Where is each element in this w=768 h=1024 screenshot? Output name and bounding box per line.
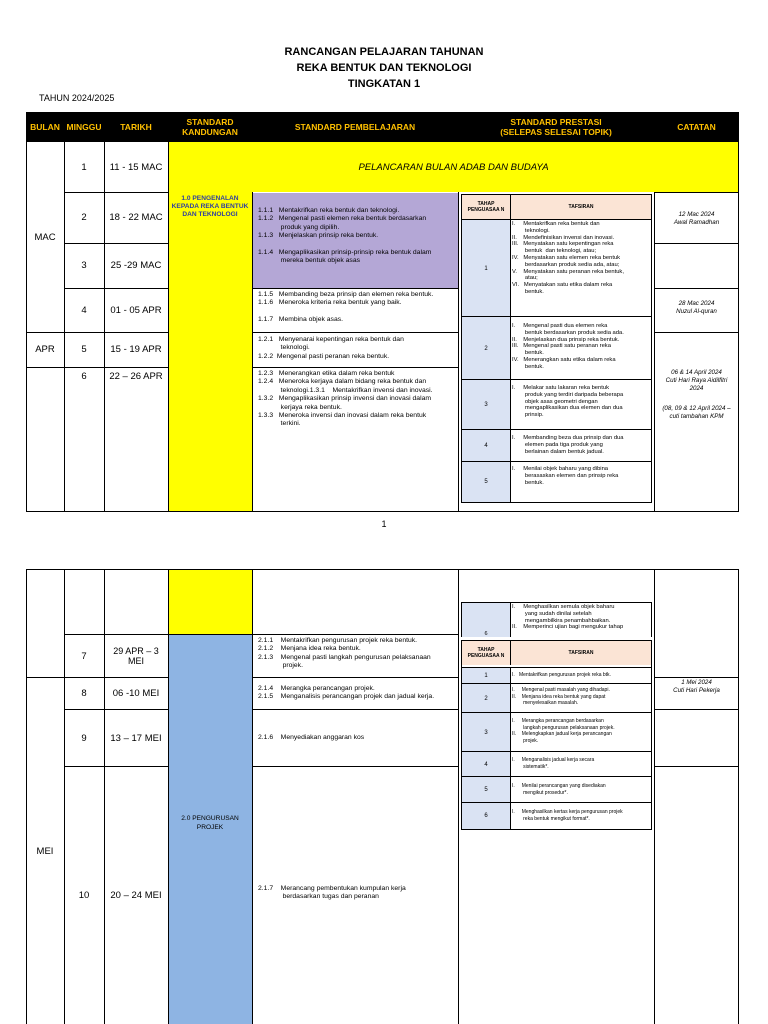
week-number: 2 — [81, 212, 87, 223]
tp-overflow-row — [461, 602, 652, 637]
grid-line — [252, 569, 253, 1024]
tp-row — [462, 219, 651, 317]
grid-line — [654, 677, 739, 678]
sp-block: 1.2.3 Menerangkan etika dalam reka bentuk 1.2.4 Meneroka kerjaya dalam bidang reka bentuk dan teknologi.1.3.1 Mentakrifkan invensi dan inovasi. 1.3.2 Mengaplikasikan prinsip invensi dan inovasi dalam kerjaya reka bentuk. 1.3.3 Meneroka invensi dan inovasi dalam reka bentuk terkini. — [258, 370, 433, 428]
grid-line — [654, 243, 739, 244]
doc-title-2: REKA BENTUK DAN TEKNOLOGI — [296, 62, 472, 74]
tp-text: I. Menilai perancangan yang disediakan mengikut prosedur*. — [512, 783, 606, 796]
tp-table — [461, 640, 652, 830]
grid-line — [252, 677, 458, 678]
header-tarikh: TARIKH — [104, 112, 168, 141]
grid-line — [252, 367, 458, 368]
week-date: 11 - 15 MAC — [109, 161, 163, 173]
grid-line — [26, 511, 739, 512]
tp-text: I. Mentakrifkan reka bentuk dan teknologi. II. Mendefinisikan invensi dan inovasi. III. Menyatakan satu kepentingan reka bentuk dan teknologi, atau; IV. Menyatakan satu elemen reka bentuk berdasarkan produk sedia ada, atau; V. Menyatakan satu peranan reka bentuk, atau; VI. Menyatakan satu etika dalam reka bentuk. — [512, 221, 624, 295]
banner-text: PELANCARAN BULAN ADAB DAN BUDAYA — [358, 161, 549, 173]
tp-head-tahap: TAHAP PENGUASAA N — [462, 641, 511, 665]
tp-text: I. Mentakrifkan pengurusan projek reka btk. — [512, 672, 611, 678]
header-standard-pembelajaran: STANDARD PEMBELAJARAN — [252, 112, 458, 141]
grid-line — [654, 288, 739, 289]
sp-block: 2.1.6 Menyediakan anggaran kos — [258, 734, 365, 741]
header-standard-prestasi: STANDARD PRESTASI (SELEPAS SELESAI TOPIK) — [458, 112, 654, 141]
grid-line — [252, 766, 458, 767]
grid-line — [458, 569, 459, 1024]
sp-block: 1.2.1 Menyenarai kepentingan reka bentuk dan teknologi. 1.2.2 Mengenal pasti peranan reka bentuk. — [258, 336, 404, 360]
tp-row — [462, 712, 651, 752]
tp-text: I. Membanding beza dua prinsip dan dua elemen pada tiga produk yang berlainan dalam bentuk jadual. — [512, 435, 624, 455]
week-date: 06 -10 MEI — [112, 688, 160, 699]
grid-line — [252, 332, 458, 333]
grid-line — [252, 288, 458, 289]
grid-line — [252, 634, 458, 635]
grid-line — [654, 332, 739, 333]
tp-level: 6 — [462, 603, 511, 637]
week-date: 20 – 24 MEI — [110, 890, 162, 901]
sp-block: 2.1.7 Merancang pembentukan kumpulan kerja berdasarkan tugas dan peranan — [258, 885, 406, 901]
week-date: 15 - 19 APR — [110, 344, 162, 355]
month-mei: MEI — [36, 845, 54, 857]
tp-level: 5 — [462, 777, 511, 803]
tp-level: 2 — [462, 317, 511, 380]
tp-head-tahap: TAHAP PENGUASAA N — [462, 195, 511, 219]
header-minggu: MINGGU — [64, 112, 104, 141]
grid-line — [654, 569, 655, 1024]
grid-line — [654, 192, 655, 512]
tp-row — [462, 316, 651, 380]
tp-level: 3 — [462, 713, 511, 752]
tp-head-tafsiran: TAFSIRAN — [511, 641, 651, 665]
tp-row — [462, 683, 651, 713]
tp-row — [462, 379, 651, 430]
grid-line — [26, 569, 739, 570]
week-number: 4 — [81, 304, 87, 316]
tp-level: 4 — [462, 752, 511, 777]
tp-level: 2 — [462, 684, 511, 713]
sp-block: 1.1.5 Membanding beza prinsip dan elemen reka bentuk. 1.1.6 Meneroka kriteria reka bentuk yang baik. 1.1.7 Membina objek asas. — [258, 291, 434, 324]
week-date: 22 – 26 APR — [109, 370, 163, 382]
tp-row — [462, 802, 651, 829]
tp-level: 4 — [462, 430, 511, 462]
grid-line — [168, 634, 252, 635]
tp-text: I. Menghasilkan kertas kerja pengurusan projek reka bentuk mengikut format*. — [512, 809, 623, 822]
standard-kandungan-2: 2.0 PENGURUSAN PROJEK — [181, 815, 239, 831]
sk-continuation — [168, 570, 252, 635]
week-date: 13 – 17 MEI — [110, 732, 162, 744]
tp-table — [461, 194, 652, 503]
sk1-block — [168, 192, 252, 511]
month-mac: MAC — [34, 231, 56, 243]
header-bulan: BULAN — [26, 112, 64, 141]
standard-kandungan-1: 1.0 PENGENALAN KEPADA REKA BENTUK DAN TEKNOLOGI — [171, 195, 249, 218]
grid-line — [738, 141, 739, 512]
week-number: 7 — [81, 650, 87, 662]
note: 1 Mei 2024 Cuti Hari Pekerja — [673, 679, 720, 694]
tp-text: I. Mengenal pasti dua elemen reka bentuk berdasarkan produk sedia ada. II. Menjelaskan dua prinsip reka bentuk. III. Mengenal pasti satu peranan reka bentuk. IV. Menerangkan satu etika dalam reka bentuk. — [512, 323, 624, 370]
grid-line — [654, 192, 739, 193]
week-number: 8 — [81, 688, 87, 699]
tp-level: 3 — [462, 380, 511, 430]
tp-row — [462, 461, 651, 502]
tp-row — [462, 776, 651, 803]
tp-level: 1 — [462, 668, 511, 684]
tp-text: I. Melakar satu lakaran reka bentuk produk yang terdiri daripada beberapa objek asas geometri dengan mengaplikasikan dua elemen dan dua prinsip. — [512, 385, 624, 419]
tp-row — [462, 667, 651, 684]
note: 28 Mac 2024 Nuzul Al-quran — [676, 300, 717, 315]
page-number: 1 — [381, 519, 387, 529]
tp-text: I. Merangka perancangan berdasarkan langkah pengurusan pelaksanaan projek. II. Melengkapkan jadual kerja perancangan projek. — [512, 718, 615, 744]
tp-text: I. Menganalisis jadual kerja secara sistematik*. — [512, 757, 595, 770]
grid-line — [654, 709, 739, 710]
tp-text: I. Menghasilkan semula objek baharu yang sudah dinilai setelah mengambilkira penambahbaikan. II. Memperinci ujian bagi mengukur tahap — [512, 604, 624, 631]
header-standard-kandungan: STANDARD KANDUNGAN — [168, 112, 252, 141]
grid-line — [252, 709, 458, 710]
tp-text: I. Menilai objek baharu yang dibina berasaskan elemen dan prinsip reka bentuk. — [512, 466, 619, 486]
week-date: 01 - 05 APR — [110, 304, 162, 316]
tp-level: 5 — [462, 462, 511, 502]
sp-block: 2.1.4 Merangka perancangan projek. 2.1.5 Menganalisis perancangan projek dan jadual kerja. — [258, 685, 435, 701]
doc-title-1: RANCANGAN PELAJARAN TAHUNAN — [284, 46, 484, 58]
tp-row — [462, 751, 651, 777]
tp-text: I. Mengenal pasti masalah yang dihadapi. II. Menjana idea reka bentuk yang dapat menyelesaikan masalah. — [512, 687, 610, 706]
tp-level: 1 — [462, 220, 511, 317]
header-catatan: CATATAN — [654, 112, 739, 141]
grid-line — [738, 569, 739, 1024]
tp-level: 6 — [462, 803, 511, 829]
tp-head-tafsiran: TAFSIRAN — [511, 195, 651, 219]
sp-block: 2.1.1 Mentakrifkan pengurusan projek reka bentuk. 2.1.2 Menjana idea reka bentuk. 2.1.3 Mengenal pasti langkah pengurusan pelaksanaan projek. — [258, 637, 431, 670]
week-date: 25 -29 MAC — [110, 260, 162, 271]
week-number: 10 — [78, 890, 90, 901]
week-number: 6 — [81, 370, 87, 382]
grid-line — [654, 766, 739, 767]
doc-title-3: TINGKATAN 1 — [347, 78, 421, 90]
grid-line — [168, 569, 169, 1024]
week-number: 1 — [81, 161, 87, 173]
grid-line — [168, 141, 169, 512]
sp-block: 1.1.1 Mentakrifkan reka bentuk dan teknologi. 1.1.2 Mengenal pasti elemen reka bentuk berdasarkan produk yang dipilih. 1.1.3 Menjelaskan prinsip reka bentuk. 1.1.4 Mengaplikasikan prinsip-prinsip reka bentuk dalam mereka bentuk objek asas — [258, 207, 432, 265]
week-number: 9 — [81, 732, 87, 744]
week-number: 3 — [81, 260, 87, 271]
week-date: 18 - 22 MAC — [109, 212, 163, 223]
week-date: 29 APR – 3 MEI — [113, 646, 159, 666]
year-label: TAHUN 2024/2025 — [39, 93, 115, 103]
month-apr: APR — [35, 344, 55, 355]
week-number: 5 — [81, 344, 87, 355]
grid-line — [458, 192, 459, 512]
note: 06 & 14 April 2024 Cuti Hari Raya Aidilfitri 2024 — [665, 369, 728, 392]
note: 12 Mac 2024 Awal Ramadhan — [673, 211, 720, 226]
note: (08, 09 & 12 April 2024 – cuti tambahan KPM — [662, 405, 731, 420]
grid-line — [252, 192, 253, 512]
tp-row — [462, 429, 651, 462]
